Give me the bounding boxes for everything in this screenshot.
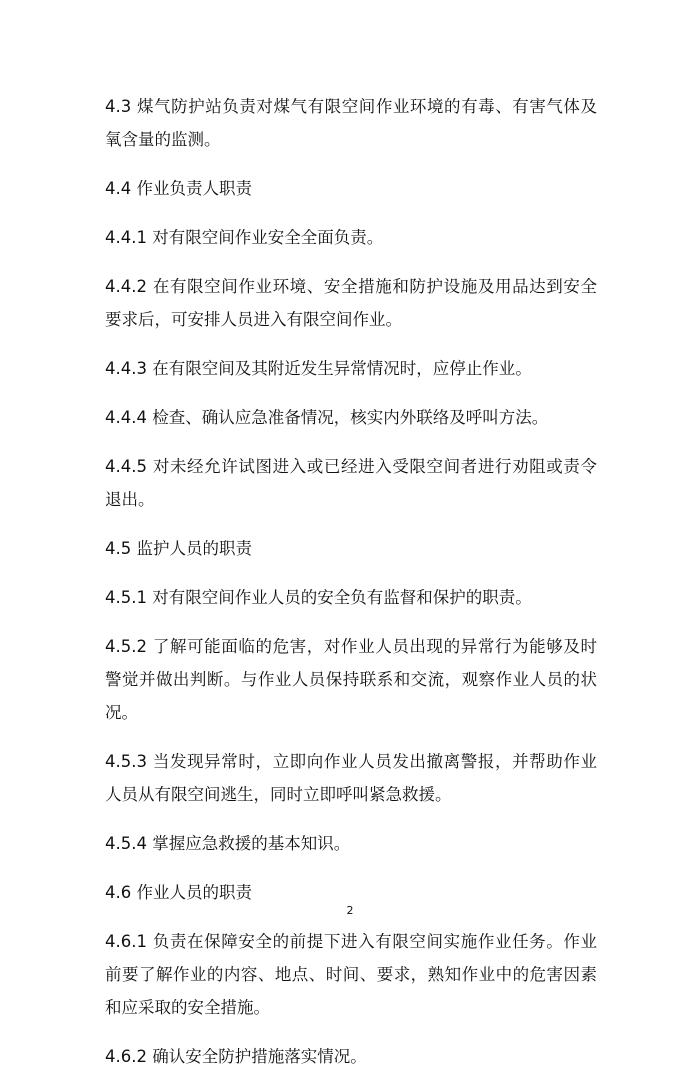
paragraph-4-4-3: 4.4.3 在有限空间及其附近发生异常情况时，应停止作业。 [105, 359, 532, 378]
body-text [105, 90, 597, 1089]
paragraph-4-5-2: 4.5.2 了解可能面临的危害，对作业人员出现的异常行为能够及时警觉并做出判断。与作业人员保持联系和交流，观察作业人员的状况。 [105, 637, 597, 722]
paragraph-4-4-4: 4.4.4 检查、确认应急准备情况，核实内外联络及呼叫方法。 [105, 408, 549, 427]
heading-4-5: 4.5 监护人员的职责 [105, 539, 252, 558]
page-number: 2 [346, 904, 354, 917]
paragraph-4-5-1: 4.5.1 对有限空间作业人员的安全负有监督和保护的职责。 [105, 588, 532, 607]
paragraph-4-4-2: 4.4.2 在有限空间作业环境、安全措施和防护设施及用品达到安全要求后，可安排人员进入有限空间作业。 [105, 277, 597, 329]
paragraph-4-4-1: 4.4.1 对有限空间作业安全全面负责。 [105, 228, 384, 247]
heading-4-6: 4.6 作业人员的职责 [105, 883, 252, 902]
paragraph-4-4-5: 4.4.5 对未经允许试图进入或已经进入受限空间者进行劝阻或责令退出。 [105, 457, 597, 509]
paragraph-4-5-4: 4.5.4 掌握应急救援的基本知识。 [105, 834, 351, 853]
paragraph-4-6-1: 4.6.1 负责在保障安全的前提下进入有限空间实施作业任务。作业前要了解作业的内容、地点、时间、要求，熟知作业中的危害因素和应采取的安全措施。 [105, 932, 597, 1017]
heading-4-4: 4.4 作业负责人职责 [105, 179, 252, 198]
paragraph-4-5-3: 4.5.3 当发现异常时，立即向作业人员发出撤离警报，并帮助作业人员从有限空间逃生，同时立即呼叫紧急救援。 [105, 752, 597, 804]
paragraph-4-6-2: 4.6.2 确认安全防护措施落实情况。 [105, 1047, 367, 1066]
paragraph-4-3: 4.3 煤气防护站负责对煤气有限空间作业环境的有毒、有害气体及氧含量的监测。 [105, 97, 597, 149]
